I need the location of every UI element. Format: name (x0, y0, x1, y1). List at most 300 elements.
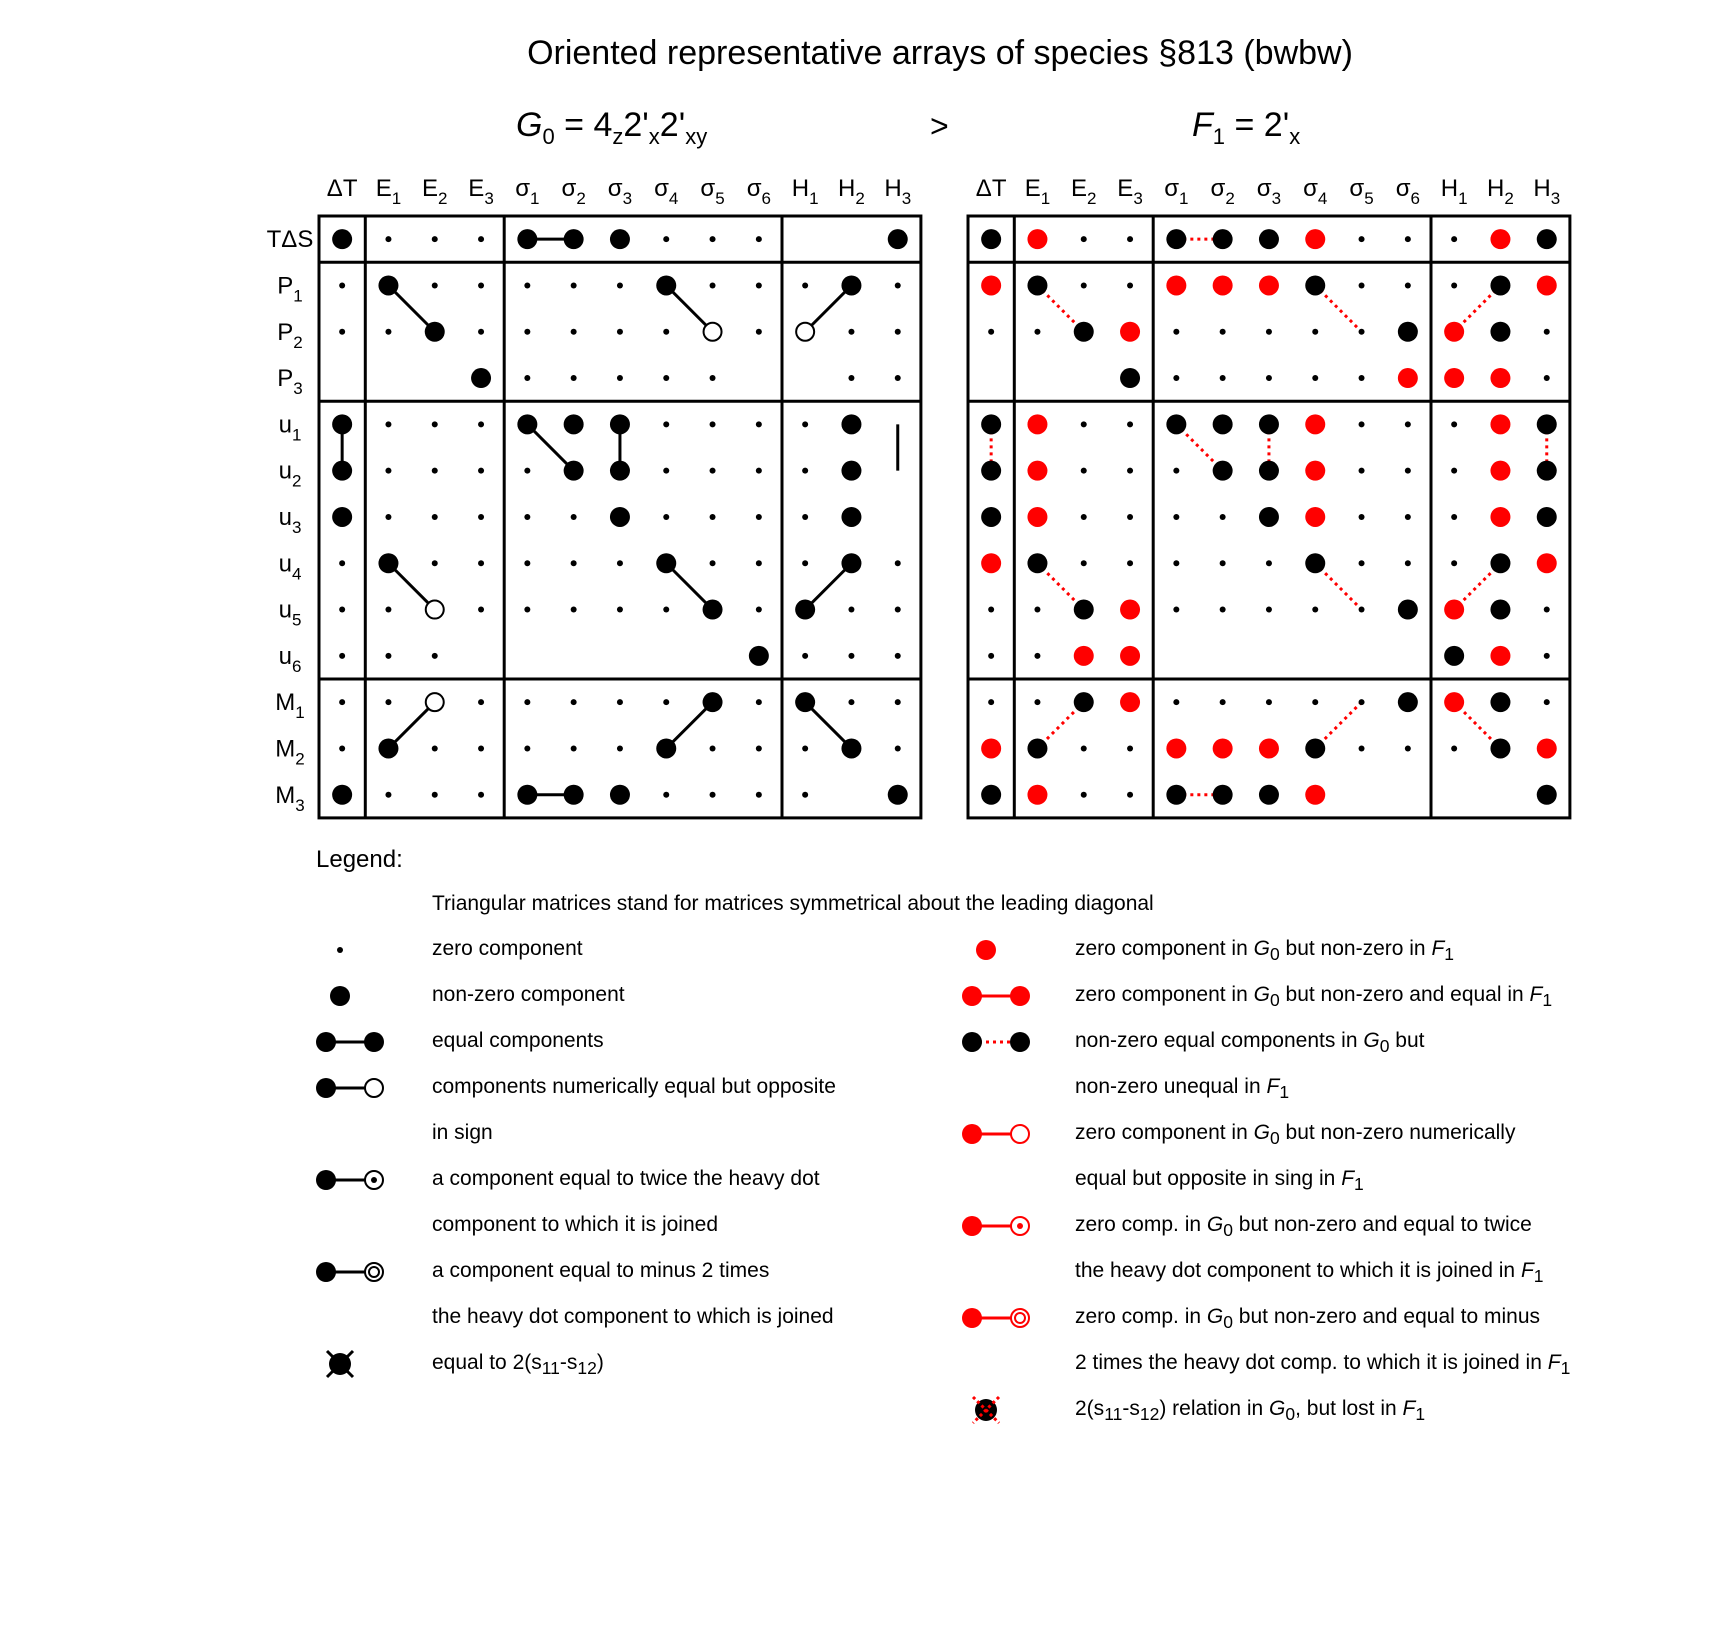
left-array (319, 175, 921, 818)
left-cell-r5-c6 (610, 461, 630, 481)
row-header-9: $u_6$ (278, 642, 302, 676)
right-cell-r0-c10 (1451, 236, 1457, 242)
right-array (968, 175, 1570, 818)
left-legend-text-6-0: equal to $2(s_{11}-s_{12})$ (432, 1351, 604, 1379)
left-legend-cross-dot-icon-6-x1 (327, 1351, 353, 1377)
legend-heading: Legend: (316, 846, 403, 873)
right-group-index: 1 (1212, 123, 1226, 149)
left-cell-r11-c5 (571, 745, 577, 751)
left-cell-r4-c6 (610, 414, 630, 434)
row-header-5: $u_2$ (278, 457, 302, 491)
left-cell-r7-c3 (478, 560, 484, 566)
left-col-header-5: $\sigma_2$ (561, 175, 586, 208)
left-cell-r8-c1 (385, 607, 391, 613)
right-cell-r7-c7 (1305, 553, 1325, 573)
right-cell-r8-c10 (1444, 600, 1464, 620)
left-cell-r7-c6 (617, 560, 623, 566)
right-cell-r1-c9 (1405, 282, 1411, 288)
right-cell-r7-c11 (1490, 553, 1510, 573)
right-cell-r4-c0 (981, 414, 1001, 434)
right-cell-r12-c12 (1537, 785, 1557, 805)
right-legend-text-4-1: the heavy dot component to which it is joined in $F_1$ (1075, 1259, 1544, 1287)
left-cell-r6-c11 (841, 507, 861, 527)
right-cell-r11-c7 (1305, 738, 1325, 758)
right-cell-r11-c5 (1213, 738, 1233, 758)
right-cell-r2-c8 (1359, 329, 1365, 335)
right-cell-r6-c5 (1220, 514, 1226, 520)
right-cell-r5-c7 (1305, 461, 1325, 481)
left-cell-r1-c9 (756, 282, 762, 288)
left-cell-r4-c0 (332, 414, 352, 434)
left-cell-r7-c0 (339, 560, 345, 566)
left-legend-opposite-link-icon-3 (316, 1078, 383, 1098)
left-legend-text-1-0: non-zero component (432, 983, 625, 1006)
left-cell-r2-c9 (756, 329, 762, 335)
left-cell-r10-c6 (617, 699, 623, 705)
right-cell-r9-c10 (1444, 646, 1464, 666)
right-legend-red-cross-dot-icon-6-x2 (973, 1397, 999, 1423)
left-cell-r0-c0 (332, 229, 352, 249)
right-legend-red-twice-link-icon-4 (962, 1216, 1029, 1236)
left-legend-twice-link-icon-4-right-ring (365, 1171, 383, 1189)
left-legend-text-2-0: equal components (432, 1029, 604, 1052)
left-cell-r6-c9 (756, 514, 762, 520)
right-cell-r11-c6 (1259, 738, 1279, 758)
right-cell-r0-c5 (1213, 229, 1233, 249)
left-cell-r6-c1 (385, 514, 391, 520)
right-cell-r2-c4 (1173, 329, 1179, 335)
left-col-header-3: $E_3$ (468, 175, 494, 208)
left-cell-r10-c11 (848, 699, 854, 705)
right-cell-r1-c12 (1537, 275, 1557, 295)
left-formula-part-sub-1: x (648, 123, 660, 149)
right-cell-r3-c11 (1490, 368, 1510, 388)
left-cell-r8-c11 (848, 607, 854, 613)
right-legend-text-2-0: non-zero equal components in $G_0$ but (1075, 1029, 1425, 1057)
right-legend-text-6-0: $2(s_{11}-s_{12})$ relation in $G_0$, but lost in $F_1$ (1075, 1397, 1426, 1425)
right-cell-r9-c12 (1544, 653, 1550, 659)
right-cell-r0-c0 (981, 229, 1001, 249)
right-cell-r10-c12 (1544, 699, 1550, 705)
right-cell-r8-c12 (1544, 607, 1550, 613)
left-cell-r4-c9 (756, 421, 762, 427)
right-cell-r0-c4 (1166, 229, 1186, 249)
left-legend-small-dot-icon-0 (337, 947, 343, 953)
right-cell-r1-c8 (1359, 282, 1365, 288)
left-cell-r10-c10 (795, 692, 815, 712)
right-cell-r4-c5 (1213, 414, 1233, 434)
right-cell-r8-c8 (1359, 607, 1365, 613)
left-cell-r0-c6 (610, 229, 630, 249)
right-cell-r6-c10 (1451, 514, 1457, 520)
right-cell-r4-c8 (1359, 421, 1365, 427)
right-cell-r11-c11 (1490, 738, 1510, 758)
left-cell-r10-c5 (571, 699, 577, 705)
left-formula-part-0: 4 (593, 106, 613, 144)
row-header-12: $M_3$ (275, 781, 305, 815)
left-cell-r4-c4 (517, 414, 537, 434)
left-cell-r11-c10 (802, 745, 808, 751)
left-cell-r0-c7 (663, 236, 669, 242)
left-col-header-1: $E_1$ (375, 175, 402, 208)
right-cell-r4-c4 (1166, 414, 1186, 434)
row-header-0: TΔS (266, 226, 314, 254)
right-cell-r4-c1 (1027, 414, 1047, 434)
left-cell-r2-c7 (663, 329, 669, 335)
left-cell-r12-c6 (610, 785, 630, 805)
right-cell-r1-c11 (1490, 275, 1510, 295)
right-cell-r3-c9 (1398, 368, 1418, 388)
right-cell-r8-c11 (1490, 600, 1510, 620)
right-cell-r4-c12 (1537, 414, 1557, 434)
left-legend-text-4-1: component to which it is joined (432, 1213, 718, 1236)
left-cell-r7-c5 (571, 560, 577, 566)
left-cell-r0-c2 (432, 236, 438, 242)
right-cell-r2-c7 (1312, 329, 1318, 335)
left-cell-r3-c3 (471, 368, 491, 388)
right-cell-r0-c9 (1405, 236, 1411, 242)
left-cell-r7-c10 (802, 560, 808, 566)
right-cell-r12-c2 (1081, 792, 1087, 798)
left-cell-r6-c5 (571, 514, 577, 520)
right-cell-r8-c6 (1266, 607, 1272, 613)
left-cell-r8-c6 (617, 607, 623, 613)
left-cell-r8-c2 (426, 601, 444, 619)
left-cell-r6-c10 (802, 514, 808, 520)
left-cell-r9-c11 (848, 653, 854, 659)
right-cell-r6-c4 (1173, 514, 1179, 520)
right-group-symbol: F (1192, 106, 1213, 144)
right-col-header-4: $\sigma_1$ (1164, 175, 1189, 208)
right-cell-r7-c1 (1027, 553, 1047, 573)
left-cell-r11-c8 (710, 745, 716, 751)
left-cell-r2-c4 (524, 329, 530, 335)
left-col-header-12: $H_3$ (884, 175, 912, 208)
right-cell-r5-c9 (1405, 468, 1411, 474)
right-legend-red-cross-dot-icon-6-mark (975, 1399, 997, 1421)
right-cell-r11-c12 (1537, 738, 1557, 758)
left-cell-r2-c2 (425, 322, 445, 342)
left-cell-r5-c9 (756, 468, 762, 474)
left-legend-equal-link-icon-2-right-dot (364, 1032, 384, 1052)
right-cell-r4-c7 (1305, 414, 1325, 434)
left-cell-r1-c12 (895, 282, 901, 288)
right-cell-r1-c3 (1127, 282, 1133, 288)
left-cell-r7-c9 (756, 560, 762, 566)
right-cell-r12-c4 (1166, 785, 1186, 805)
right-cell-r10-c0 (988, 699, 994, 705)
right-legend-text-0-0: zero component in $G_0$ but non-zero in $F_1$ (1075, 937, 1455, 965)
right-cell-r2-c6 (1266, 329, 1272, 335)
left-legend-text-5-0: a component equal to minus 2 times (432, 1259, 770, 1282)
left-col-header-7: $\sigma_4$ (654, 175, 679, 208)
right-cell-r1-c2 (1081, 282, 1087, 288)
left-cell-r7-c11 (841, 553, 861, 573)
right-legend-text-5-1: 2 times the heavy dot comp. to which it is joined in $F_1$ (1075, 1351, 1571, 1379)
right-cell-r4-c10 (1451, 421, 1457, 427)
right-cell-r11-c3 (1127, 745, 1133, 751)
right-cell-r11-c8 (1359, 745, 1365, 751)
right-group-title: $F_1 = 2'_x$ (1192, 106, 1301, 149)
left-col-header-4: $\sigma_1$ (515, 175, 540, 208)
left-cell-r11-c7 (656, 738, 676, 758)
right-legend-text-2-1: non-zero unequal in $F_1$ (1075, 1075, 1290, 1103)
left-cell-r5-c2 (432, 468, 438, 474)
right-cell-r2-c5 (1220, 329, 1226, 335)
left-cell-r4-c10 (802, 421, 808, 427)
right-cell-r2-c9 (1398, 322, 1418, 342)
left-cell-r12-c5 (564, 785, 584, 805)
right-legend-text-1-0: zero component in $G_0$ but non-zero and equal in $F_1$ (1075, 983, 1553, 1011)
left-legend-text-3-0: components numerically equal but opposite (432, 1075, 836, 1098)
left-cell-r12-c1 (385, 792, 391, 798)
right-legend-dotted-link-icon-2-left-dot (962, 1032, 982, 1052)
left-cell-r3-c4 (524, 375, 530, 381)
left-cell-r11-c2 (432, 745, 438, 751)
legend-note: Triangular matrices stand for matrices symmetrical about the leading diagonal (432, 892, 1154, 915)
right-legend-text-3-1: equal but opposite in sing in $F_1$ (1075, 1167, 1364, 1195)
right-legend-text-3-0: zero component in $G_0$ but non-zero numerically (1075, 1121, 1516, 1149)
left-cell-r11-c9 (756, 745, 762, 751)
left-col-header-11: $H_2$ (838, 175, 865, 208)
left-legend-minus-two-link-icon-5 (316, 1262, 383, 1282)
right-cell-r7-c9 (1405, 560, 1411, 566)
right-cell-r5-c0 (981, 461, 1001, 481)
left-legend-equal-link-icon-2 (316, 1032, 384, 1052)
left-cell-r6-c2 (432, 514, 438, 520)
right-cell-r10-c1 (1034, 699, 1040, 705)
left-cell-r11-c1 (378, 738, 398, 758)
left-cell-r1-c4 (524, 282, 530, 288)
left-cell-r4-c5 (564, 414, 584, 434)
right-cell-r5-c1 (1027, 461, 1047, 481)
left-legend-big-dot-icon-1 (330, 986, 350, 1006)
right-cell-r7-c6 (1266, 560, 1272, 566)
left-legend-equal-link-icon-2-left-dot (316, 1032, 336, 1052)
right-legend-red-opposite-link-icon-3-right-ring (1011, 1125, 1029, 1143)
right-cell-r5-c5 (1213, 461, 1233, 481)
left-legend-minus-two-link-icon-5-left-dot (316, 1262, 336, 1282)
left-legend-minus-two-link-icon-5-inner-ring (369, 1267, 379, 1277)
left-cell-r1-c6 (617, 282, 623, 288)
right-cell-r0-c12 (1537, 229, 1557, 249)
right-legend-red-cross-dot-icon-6 (973, 1397, 999, 1423)
right-cell-r6-c6 (1259, 507, 1279, 527)
right-cell-r12-c7 (1305, 785, 1325, 805)
left-cell-r1-c8 (710, 282, 716, 288)
row-header-1: $P_1$ (277, 272, 303, 306)
right-cell-r8-c4 (1173, 607, 1179, 613)
left-cell-r10-c7 (663, 699, 669, 705)
left-cell-r4-c11 (841, 414, 861, 434)
left-cell-r2-c5 (571, 329, 577, 335)
left-cell-r1-c0 (339, 282, 345, 288)
page-title: Oriented representative arrays of species §813 (bwbw) (527, 34, 1353, 72)
left-legend-twice-link-icon-4-inner-dot (371, 1177, 377, 1183)
right-formula-part-sub-0: x (1289, 123, 1301, 149)
right-legend-red-opposite-link-icon-3 (962, 1124, 1029, 1144)
left-cell-r2-c3 (478, 329, 484, 335)
right-cell-r2-c12 (1544, 329, 1550, 335)
left-legend-cross-dot-icon-6-mark (329, 1353, 351, 1375)
right-cell-r8-c7 (1312, 607, 1318, 613)
right-cell-r4-c2 (1081, 421, 1087, 427)
right-col-header-11: $H_2$ (1487, 175, 1514, 208)
left-cell-r7-c8 (710, 560, 716, 566)
left-col-header-6: $\sigma_3$ (607, 175, 633, 208)
right-cell-r3-c7 (1312, 375, 1318, 381)
left-cell-r5-c4 (524, 468, 530, 474)
left-cell-r7-c12 (895, 560, 901, 566)
left-legend-text-3-1: in sign (432, 1121, 493, 1144)
right-cell-r6-c0 (981, 507, 1001, 527)
right-cell-r6-c7 (1305, 507, 1325, 527)
left-cell-r8-c12 (895, 607, 901, 613)
left-cell-r4-c2 (432, 421, 438, 427)
right-legend-dotted-link-icon-2-right-dot (1010, 1032, 1030, 1052)
right-cell-r7-c4 (1173, 560, 1179, 566)
left-cell-r7-c7 (656, 553, 676, 573)
left-col-header-2: $E_2$ (422, 175, 448, 208)
right-cell-r3-c3 (1120, 368, 1140, 388)
left-cell-r9-c2 (432, 653, 438, 659)
right-legend-red-cross-dot-icon-6-x1 (973, 1397, 999, 1423)
right-cell-r2-c3 (1120, 322, 1140, 342)
right-cell-r11-c10 (1451, 745, 1457, 751)
left-cell-r5-c8 (710, 468, 716, 474)
right-legend-dotted-link-icon-2 (962, 1032, 1030, 1052)
left-cell-r5-c5 (564, 461, 584, 481)
left-cell-r9-c0 (339, 653, 345, 659)
left-legend-text-4-0: a component equal to twice the heavy dot (432, 1167, 820, 1190)
left-cell-r2-c6 (617, 329, 623, 335)
left-cell-r3-c6 (617, 375, 623, 381)
right-cell-r3-c8 (1359, 375, 1365, 381)
left-cell-r11-c12 (895, 745, 901, 751)
right-cell-r1-c1 (1027, 275, 1047, 295)
right-cell-r12-c1 (1027, 785, 1047, 805)
right-legend-red-minus-two-link-icon-5-left-dot (962, 1308, 982, 1328)
left-cell-r10-c8 (703, 692, 723, 712)
right-cell-r10-c8 (1359, 699, 1365, 705)
right-cell-r1-c4 (1166, 275, 1186, 295)
right-cell-r11-c4 (1166, 738, 1186, 758)
left-cell-r8-c7 (663, 607, 669, 613)
left-cell-r9-c12 (895, 653, 901, 659)
right-cell-r8-c2 (1074, 600, 1094, 620)
right-legend-red-twice-link-icon-4-inner-dot (1017, 1223, 1023, 1229)
subgroup-relation-symbol: > (930, 108, 949, 144)
right-cell-r5-c2 (1081, 468, 1087, 474)
right-cell-r6-c2 (1081, 514, 1087, 520)
left-cell-r0-c8 (710, 236, 716, 242)
right-cell-r3-c4 (1173, 375, 1179, 381)
left-formula-part-sub-2: xy (685, 123, 708, 149)
right-cell-r10-c2 (1074, 692, 1094, 712)
left-cell-r5-c11 (841, 461, 861, 481)
left-cell-r1-c10 (802, 282, 808, 288)
right-legend-text-4-0: zero comp. in $G_0$ but non-zero and equal to twice (1075, 1213, 1532, 1241)
right-col-header-0: ΔT (975, 175, 1007, 202)
right-cell-r11-c1 (1027, 738, 1047, 758)
right-cell-r9-c11 (1490, 646, 1510, 666)
right-cell-r8-c3 (1120, 600, 1140, 620)
left-cell-r10-c2 (426, 693, 444, 711)
right-cell-r6-c9 (1405, 514, 1411, 520)
left-cell-r12-c9 (756, 792, 762, 798)
left-cell-r12-c12 (888, 785, 908, 805)
right-col-header-10: $H_1$ (1440, 175, 1468, 208)
left-cell-r8-c10 (795, 600, 815, 620)
right-col-header-12: $H_3$ (1533, 175, 1561, 208)
right-cell-r4-c3 (1127, 421, 1133, 427)
right-cell-r6-c11 (1490, 507, 1510, 527)
right-col-header-5: $\sigma_2$ (1210, 175, 1235, 208)
right-cell-r11-c9 (1405, 745, 1411, 751)
right-cell-r5-c3 (1127, 468, 1133, 474)
right-cell-r12-c0 (981, 785, 1001, 805)
left-cell-r9-c9 (749, 646, 769, 666)
left-cell-r3-c11 (848, 375, 854, 381)
left-cell-r4-c7 (663, 421, 669, 427)
row-header-8: $u_5$ (278, 596, 302, 630)
right-cell-r12-c3 (1127, 792, 1133, 798)
left-cell-r11-c4 (524, 745, 530, 751)
right-cell-r9-c0 (988, 653, 994, 659)
right-cell-r10-c4 (1173, 699, 1179, 705)
left-cell-r12-c0 (332, 785, 352, 805)
right-cell-r1-c10 (1451, 282, 1457, 288)
left-cell-r0-c5 (564, 229, 584, 249)
right-cell-r0-c6 (1259, 229, 1279, 249)
left-cell-r2-c11 (848, 329, 854, 335)
left-cell-r8-c0 (339, 607, 345, 613)
left-legend-minus-two-link-icon-5-right-ring (365, 1263, 383, 1281)
left-cell-r12-c2 (432, 792, 438, 798)
right-cell-r5-c8 (1359, 468, 1365, 474)
right-cell-r5-c11 (1490, 461, 1510, 481)
left-cell-r6-c8 (710, 514, 716, 520)
right-cell-r7-c12 (1537, 553, 1557, 573)
right-cell-r8-c1 (1034, 607, 1040, 613)
row-header-3: $P_3$ (277, 365, 303, 399)
left-cell-r6-c4 (524, 514, 530, 520)
right-cell-r5-c10 (1451, 468, 1457, 474)
left-cell-r11-c11 (841, 738, 861, 758)
left-cell-r0-c9 (756, 236, 762, 242)
left-cell-r10-c0 (339, 699, 345, 705)
left-group-index: 0 (542, 123, 555, 149)
left-legend-twice-link-icon-4-left-dot (316, 1170, 336, 1190)
left-legend-opposite-link-icon-3-right-ring (365, 1079, 383, 1097)
right-cell-r7-c5 (1220, 560, 1226, 566)
left-cell-r10-c4 (524, 699, 530, 705)
left-cell-r8-c5 (571, 607, 577, 613)
left-group-title: $G_0 = 4_z2'_x2'_{xy}$ (516, 106, 708, 149)
row-header-7: $u_4$ (278, 550, 302, 584)
right-cell-r10-c10 (1444, 692, 1464, 712)
left-col-header-8: $\sigma_5$ (700, 175, 725, 208)
right-cell-r12-c5 (1213, 785, 1233, 805)
left-cell-r4-c3 (478, 421, 484, 427)
left-cell-r2-c1 (385, 329, 391, 335)
left-legend-opposite-link-icon-3-left-dot (316, 1078, 336, 1098)
right-cell-r7-c10 (1451, 560, 1457, 566)
right-cell-r7-c2 (1081, 560, 1087, 566)
right-cell-r7-c8 (1359, 560, 1365, 566)
right-legend-text-5-0: zero comp. in $G_0$ but non-zero and equal to minus (1075, 1305, 1541, 1333)
left-cell-r5-c1 (385, 468, 391, 474)
